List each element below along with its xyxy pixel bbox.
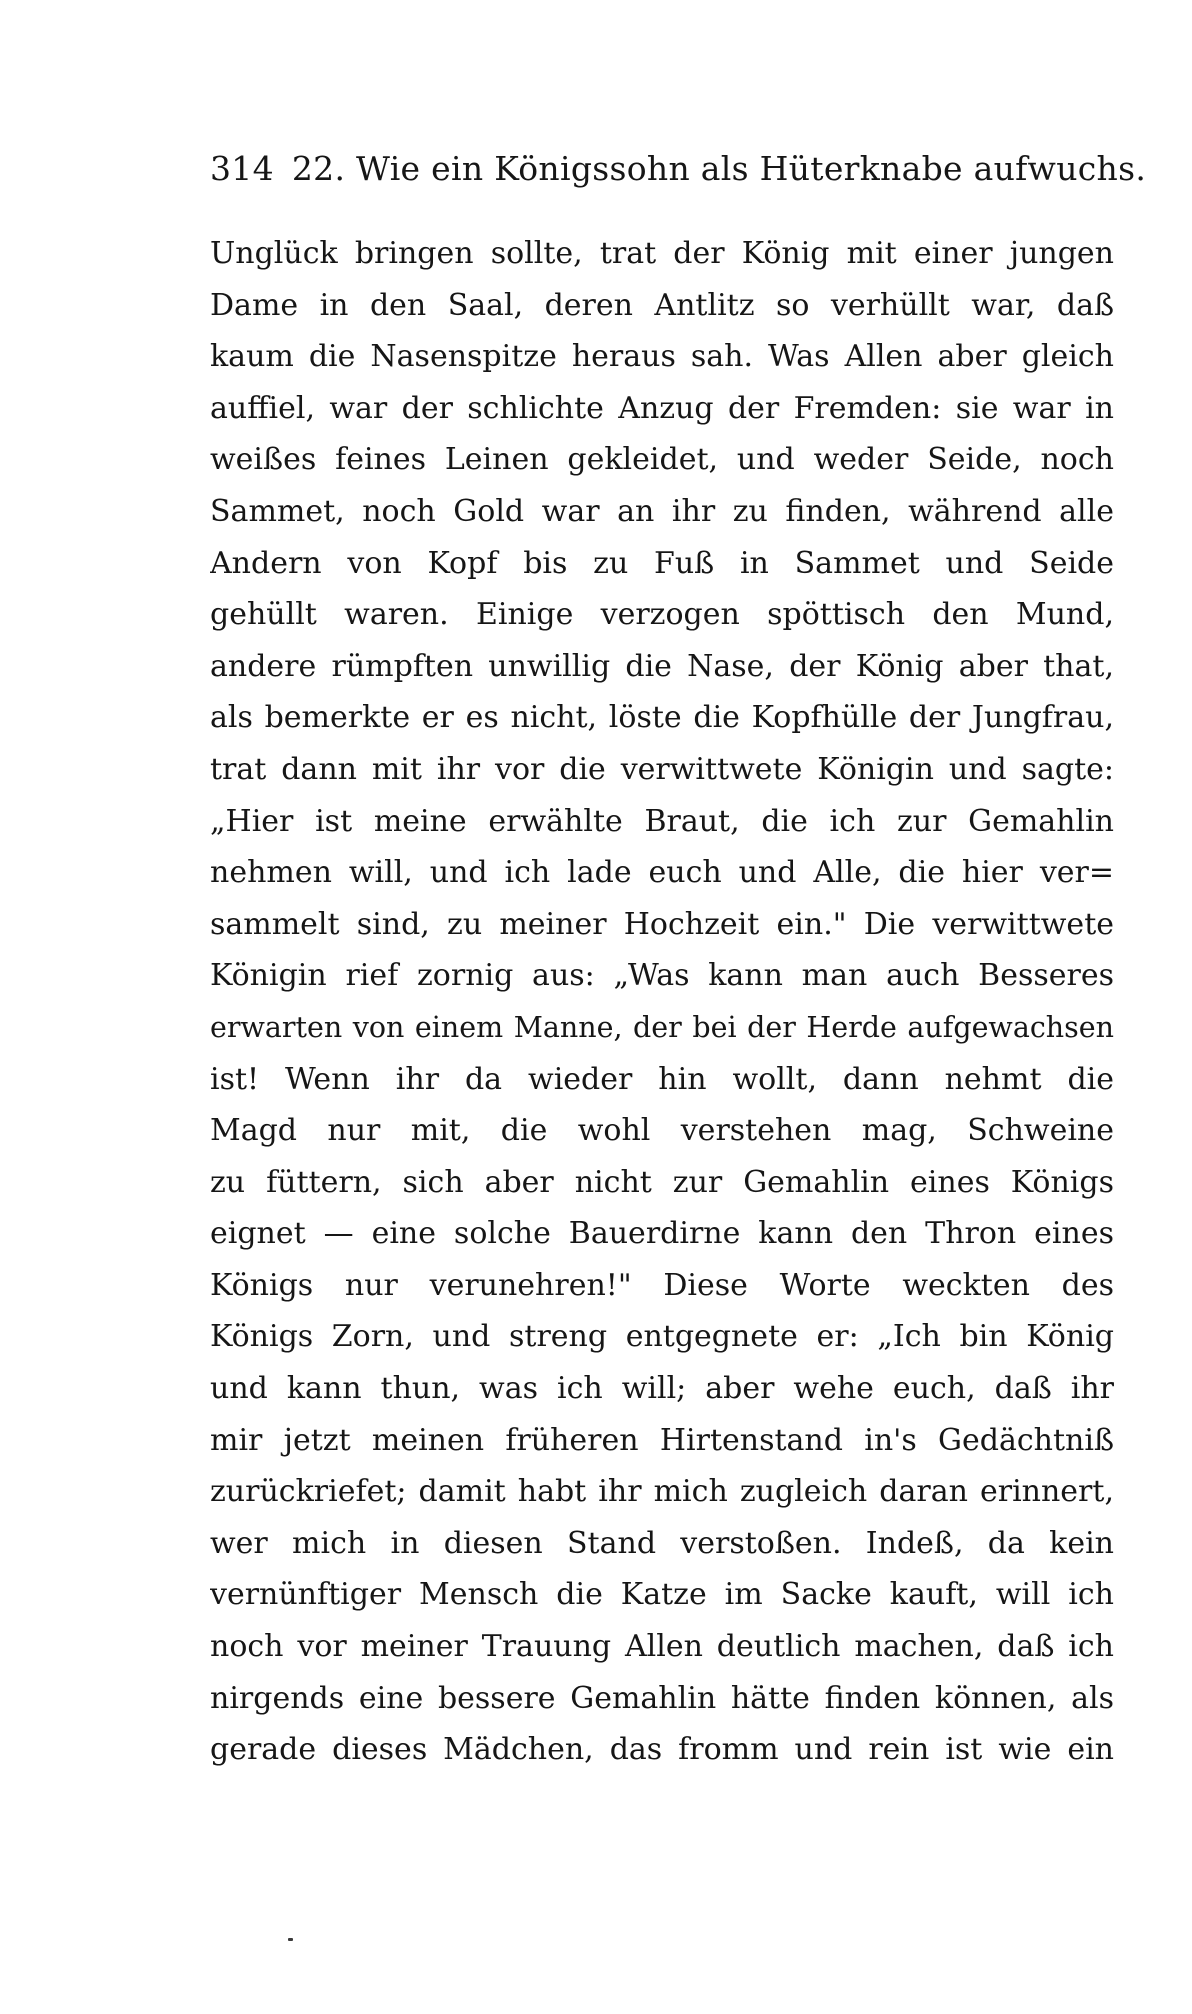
text-line: Magd nur mit, die wohl verstehen mag, Schweine [210,1113,1114,1149]
text-line: nirgends eine bessere Gemahlin hätte finden können, als [210,1680,1114,1716]
print-speck [288,1938,293,1941]
text-line: ist! Wenn ihr da wieder hin wollt, dann nehmt die [210,1061,1114,1097]
text-line: als bemerkte er es nicht, löste die Kopfhülle der Jungfrau, [210,700,1114,736]
text-line: gerade dieses Mädchen, das fromm und rein ist wie ein [210,1732,1114,1768]
text-line: kaum die Nasenspitze heraus sah. Was Allen aber gleich [210,339,1114,375]
text-line: mir jetzt meinen früheren Hirtenstand in's Gedächtniß [210,1422,1114,1458]
text-line: zurückriefet; damit habt ihr mich zugleich daran erinnert, [210,1474,1114,1510]
text-line: zu füttern, sich aber nicht zur Gemahlin eines Königs [210,1164,1114,1200]
text-line: Königin rief zornig aus: „Was kann man auch Besseres [210,958,1114,994]
text-line: Königs nur verunehren!" Diese Worte weckten des [210,1267,1114,1303]
text-line: sammelt sind, zu meiner Hochzeit ein." Die verwittwete [210,906,1114,942]
text-line: gehüllt waren. Einige verzogen spöttisch den Mund, [210,597,1114,633]
page-number: 314 [210,149,274,188]
text-line: wer mich in diesen Stand verstoßen. Indeß, da kein [210,1525,1114,1561]
text-line: erwarten von einem Manne, der bei der Herde aufgewachsen [210,1010,1114,1044]
chapter-title: 22. Wie ein Königssohn als Hüterknabe aufwuchs. [291,149,1147,188]
text-line: und kann thun, was ich will; aber wehe euch, daß ihr [210,1371,1114,1407]
text-line: trat dann mit ihr vor die verwittwete Königin und sagte: [210,751,1114,787]
text-line: Sammet, noch Gold war an ihr zu finden, während alle [210,493,1114,529]
text-line: Dame in den Saal, deren Antlitz so verhüllt war, daß [210,287,1114,323]
text-line: eignet — eine solche Bauerdirne kann den Thron eines [210,1216,1114,1252]
text-line: auffiel, war der schlichte Anzug der Fremden: sie war in [210,390,1114,426]
text-line: Königs Zorn, und streng entgegnete er: „Ich bin König [210,1319,1114,1355]
text-line: nehmen will, und ich lade euch und Alle, die hier ver= [210,855,1114,891]
text-line: noch vor meiner Trauung Allen deutlich machen, daß ich [210,1629,1114,1665]
text-line: weißes feines Leinen gekleidet, und weder Seide, noch [210,442,1114,478]
text-line: Unglück bringen sollte, trat der König mit einer jungen [210,236,1114,271]
text-line: „Hier ist meine erwählte Braut, die ich zur Gemahlin [210,803,1114,839]
body-text [210,228,1114,1776]
text-line: vernünftiger Mensch die Katze im Sacke kauft, will ich [210,1577,1114,1613]
running-head [210,144,1147,194]
text-line: andere rümpften unwillig die Nase, der König aber that, [210,648,1114,684]
text-line: Andern von Kopf bis zu Fuß in Sammet und Seide [210,545,1114,581]
